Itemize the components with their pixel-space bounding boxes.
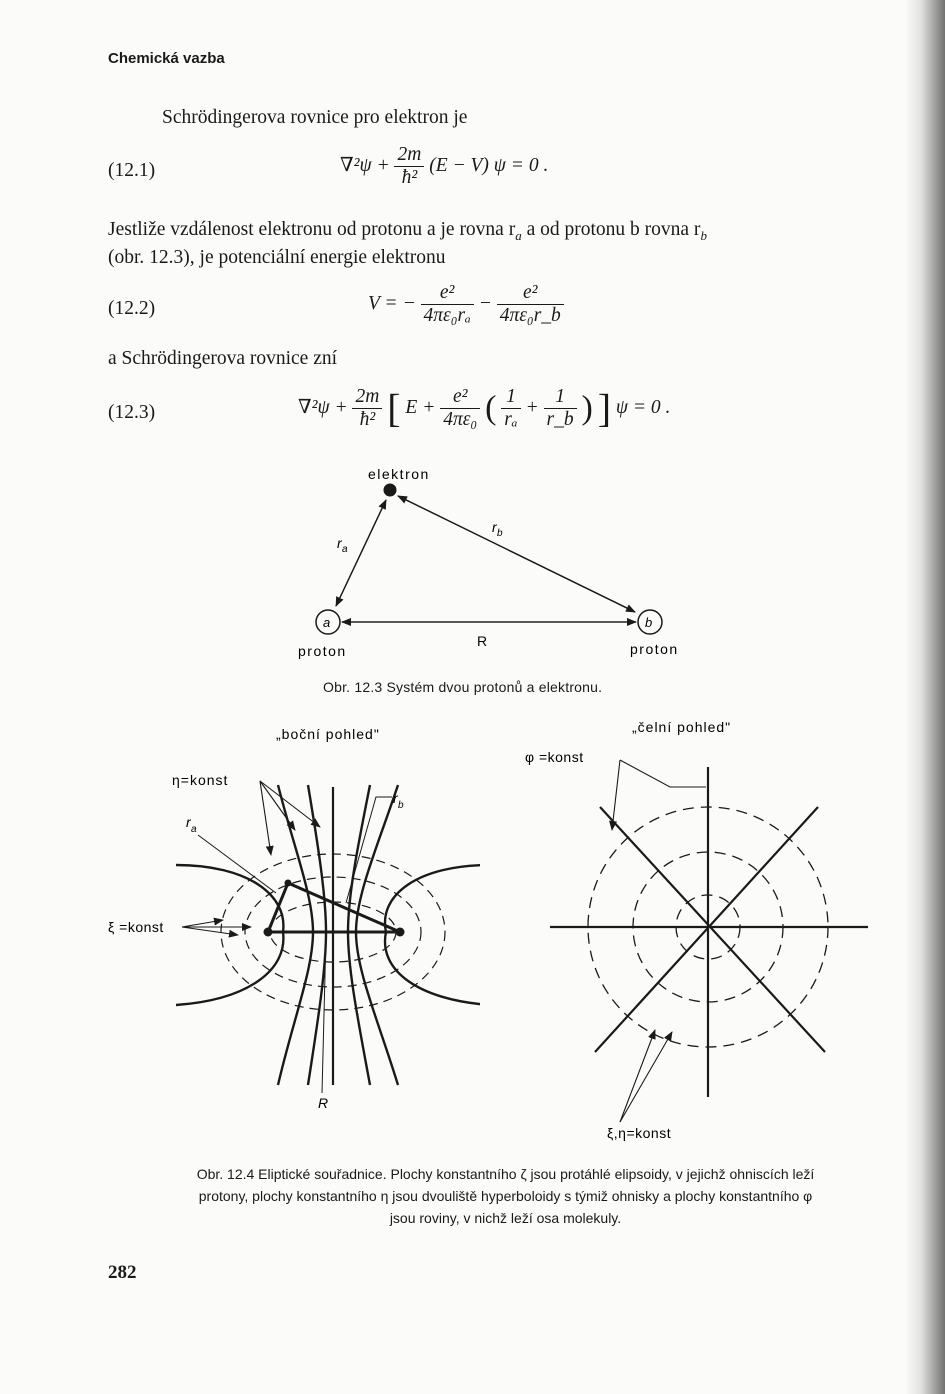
eq3-inner2-den: r_b — [546, 409, 574, 430]
arrow-phi — [612, 760, 620, 830]
eq3-inner1-den: rₐ — [504, 409, 518, 430]
label-ra-sub: a — [342, 544, 348, 555]
label-phi-const: φ =konst — [525, 749, 584, 765]
section-header: Chemická vazba — [108, 50, 225, 67]
equation-12-3 — [298, 386, 670, 431]
paragraph-distance-line2: (obr. 12.3), je potenciální energie elektronu — [108, 247, 446, 268]
eq3-paren-open: ( — [485, 389, 497, 427]
eq2-frac2-num: e² — [497, 282, 564, 305]
binding-shadow — [905, 0, 945, 1394]
equation-number-12-3: (12.3) — [108, 402, 156, 423]
label-R-side: R — [318, 1095, 329, 1111]
caption-12-4-line-2: protony, plochy konstantního η jsou dvouliště hyperboloidy s týmiž ohnisky a plochy konstantního φ — [198, 1188, 813, 1204]
eq3-frac2-num: e² — [440, 386, 480, 409]
eq3-frac-num: 2m — [352, 386, 382, 409]
label-rb-side-sub: b — [398, 800, 404, 811]
eq2-frac1-den: 4πε₀rₐ — [423, 305, 471, 326]
eq3-E: E + — [405, 396, 436, 418]
p2-sub-a: a — [515, 227, 522, 243]
proton-right-dot — [396, 928, 405, 937]
equation-number-12-2: (12.2) — [108, 298, 156, 319]
paragraph-schrodinger: a Schrödingerova rovnice zní — [108, 348, 338, 369]
caption-12-4-line-1: Obr. 12.4 Eliptické souřadnice. Plochy konstantního ζ jsou protáhlé elipsoidy, v jejichž ohniscích leží — [196, 1166, 815, 1182]
caption-12-4-line-3: jsou roviny, v nichž leží osa molekuly. — [389, 1210, 622, 1226]
p2-part1: Jestliže vzdálenost elektronu od protonu a je rovna r — [108, 219, 516, 240]
eq3-inner2-num: 1 — [544, 386, 577, 409]
leader-phi — [620, 760, 706, 787]
leader-ra — [198, 835, 276, 893]
eq3-rhs: ψ = 0 . — [615, 396, 671, 418]
page-number: 282 — [108, 1262, 137, 1283]
eq1-fraction — [394, 144, 424, 189]
plane-diagonal-1 — [600, 807, 825, 1052]
arrow-rb-up — [398, 496, 635, 612]
eq3-paren-close: ) — [581, 389, 593, 427]
planes-group — [550, 767, 868, 1097]
figure-12-4-caption — [108, 1163, 903, 1229]
label-xi-const: ξ =konst — [108, 919, 164, 935]
eq1-rhs: (E − V) ψ = 0 . — [429, 154, 549, 176]
label-R: R — [477, 633, 488, 649]
eq3-fraction — [352, 386, 382, 431]
electron-dot-side — [285, 880, 292, 887]
label-rb-side: r — [393, 790, 398, 806]
eq2-lhs: V = − — [368, 292, 416, 314]
label-ra-side: r — [186, 814, 191, 830]
label-rb-sub: b — [497, 528, 503, 539]
eq2-fraction-2 — [497, 282, 564, 327]
p2-sub-b: b — [700, 227, 707, 243]
eq1-frac-num: 2m — [394, 144, 424, 167]
arrow-eta-2 — [260, 781, 271, 855]
figure-12-3-diagram — [280, 460, 700, 670]
eq2-minus: − — [478, 292, 492, 314]
eq1-lhs: ∇²ψ + — [340, 154, 390, 176]
figure-12-4-side-view — [108, 715, 480, 1125]
label-proton-right: proton — [630, 641, 679, 657]
eq3-frac2-den: 4πε₀ — [443, 409, 478, 430]
paragraph-intro: Schrödingerova rovnice pro elektron je — [162, 107, 468, 128]
label-ra-side-sub: a — [191, 824, 197, 835]
equation-12-2 — [368, 282, 564, 327]
eq3-frac-den: ħ² — [359, 409, 376, 430]
eq3-inner1-num: 1 — [501, 386, 520, 409]
eq2-frac2-den: 4πε₀r_b — [499, 305, 561, 326]
label-xi-eta-const: ξ,η=konst — [607, 1125, 672, 1141]
eq3-bracket-open: [ — [387, 385, 401, 431]
eq3-fraction-2 — [440, 386, 480, 431]
p2-part2: a od protonu b rovna r — [521, 219, 701, 240]
title-side-view: „boční pohled" — [276, 726, 380, 742]
eq3-lhs: ∇²ψ + — [298, 396, 348, 418]
arrow-xi-1 — [182, 920, 223, 927]
plane-diagonal-2 — [595, 807, 818, 1052]
eq2-fraction-1 — [421, 282, 474, 327]
arrow-xi-3 — [182, 927, 238, 935]
eq3-inner-1 — [501, 386, 520, 431]
hyperbolas-group — [176, 785, 480, 1085]
eq3-bracket-close: ] — [597, 385, 612, 431]
eq3-plus: + — [525, 396, 539, 418]
eq1-frac-den: ħ² — [401, 167, 418, 188]
eq3-inner-2 — [544, 386, 577, 431]
label-electron: elektron — [368, 466, 430, 482]
figure-12-4-front-view — [500, 712, 895, 1142]
arrow-xi-eta-2 — [620, 1032, 672, 1122]
arrow-eta-1 — [260, 781, 295, 830]
equation-number-12-1: (12.1) — [108, 160, 156, 181]
label-rb: r — [492, 519, 497, 535]
label-eta-const: η=konst — [172, 772, 229, 788]
electron-dot — [384, 484, 397, 497]
arrow-xi-eta-1 — [620, 1030, 655, 1122]
figure-12-3-caption: Obr. 12.3 Systém dvou protonů a elektronu. — [323, 679, 603, 695]
label-ra: r — [337, 535, 342, 551]
eq2-frac1-num: e² — [421, 282, 474, 305]
label-b: b — [645, 615, 653, 630]
title-front-view: „čelní pohled" — [632, 719, 732, 735]
label-proton-left: proton — [298, 643, 347, 659]
proton-left-dot — [264, 928, 273, 937]
equation-12-1 — [340, 144, 548, 189]
label-a: a — [323, 615, 331, 630]
